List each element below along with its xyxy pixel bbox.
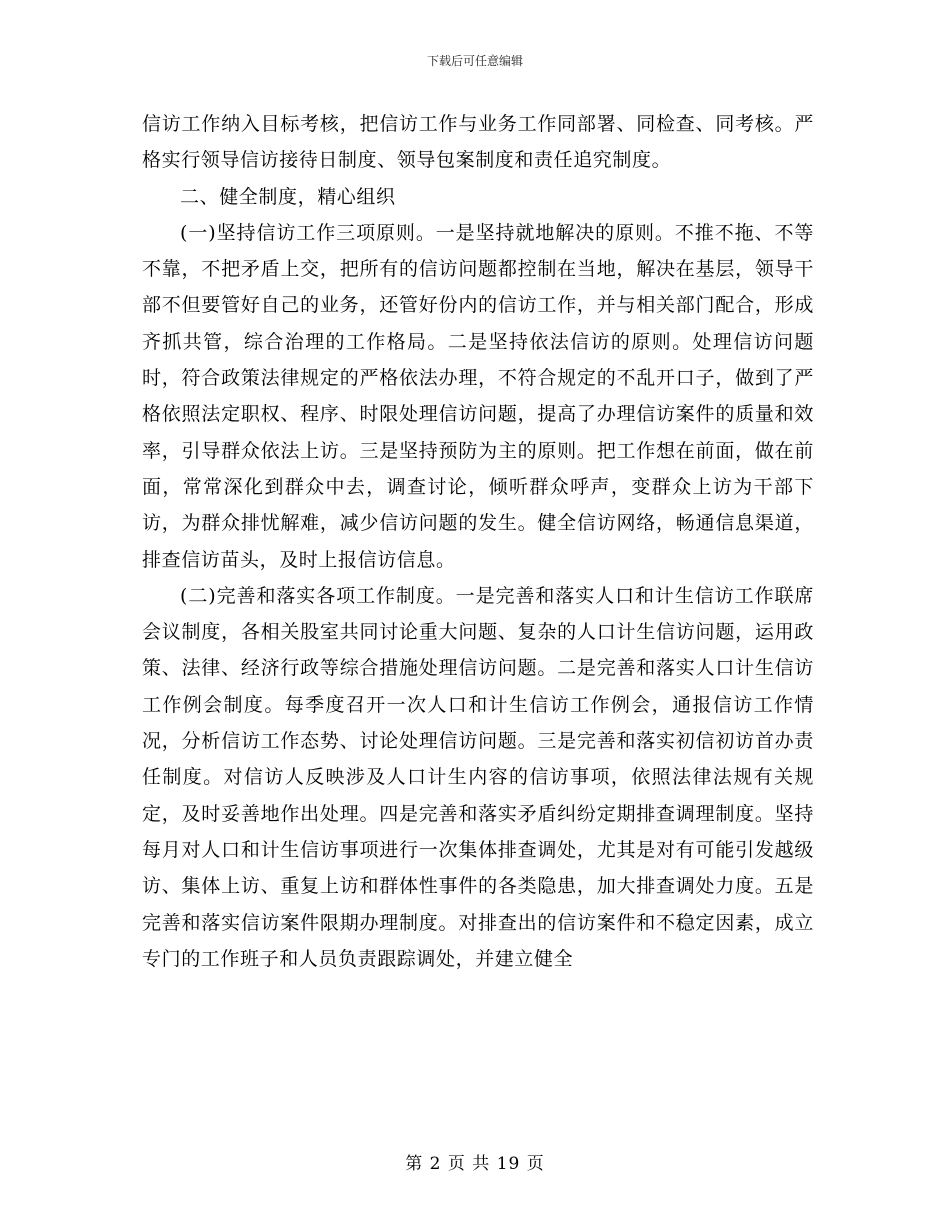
paragraph-principles: (一)坚持信访工作三项原则。一是坚持就地解决的原则。不推不拖、不等不靠，不把矛盾上交，把所有的信访问题都控制在当地，解决在基层，领导干部不但要管好自己的业务，还管好份内的信访工作，并与相关部门配合，形成齐抓共管，综合治理的工作格局。二是坚持依法信访的原则。处理信访问题时，符合政策法律规定的严格依法办理，不符合规定的不乱开口子，做到了严格依照法定职权、程序、时限处理信访问题，提高了办理信访案件的质量和效率，引导群众依法上访。三是坚持预防为主的原则。把工作想在前面，做在前面，常常深化到群众中去，调查讨论，倾听群众呼声，变群众上访为干部下访，为群众排忧解难，减少信访问题的发生。健全信访网络，畅通信息渠道，排查信访苗头，及时上报信访信息。: [142, 221, 814, 571]
page-footer: [0, 1153, 950, 1175]
paragraph-continuation: 信访工作纳入目标考核，把信访工作与业务工作同部署、同检查、同考核。严格实行领导信访接待日制度、领导包案制度和责任追究制度。: [142, 113, 814, 172]
section-heading: 二、健全制度，精心组织: [180, 185, 396, 208]
page-header-note: 下载后可任意编辑: [426, 54, 523, 68]
page-number-label: 第 2 页 共 19 页: [405, 1154, 545, 1174]
paragraph-systems: (二)完善和落实各项工作制度。一是完善和落实人口和计生信访工作联席会议制度，各相关股室共同讨论重大问题、复杂的人口计生信访问题，运用政策、法律、经济行政等综合措施处理信访问题。二是完善和落实人口计生信访工作例会制度。每季度召开一次人口和计生信访工作例会，通报信访工作情况，分析信访工作态势、讨论处理信访问题。三是完善和落实初信初访首办责任制度。对信访人反映涉及人口计生内容的信访事项，依照法律法规有关规定，及时妥善地作出处理。四是完善和落实矛盾纠纷定期排查调理制度。坚持每月对人口和计生信访事项进行一次集体排查调处，尤其是对有可能引发越级访、集体上访、重复上访和群体性事件的各类隐患，加大排查调处力度。五是完善和落实信访案件限期办理制度。对排查出的信访案件和不稳定因素，成立专门的工作班子和人员负责跟踪调处，并建立健全: [142, 584, 814, 970]
document-body: [142, 106, 814, 977]
